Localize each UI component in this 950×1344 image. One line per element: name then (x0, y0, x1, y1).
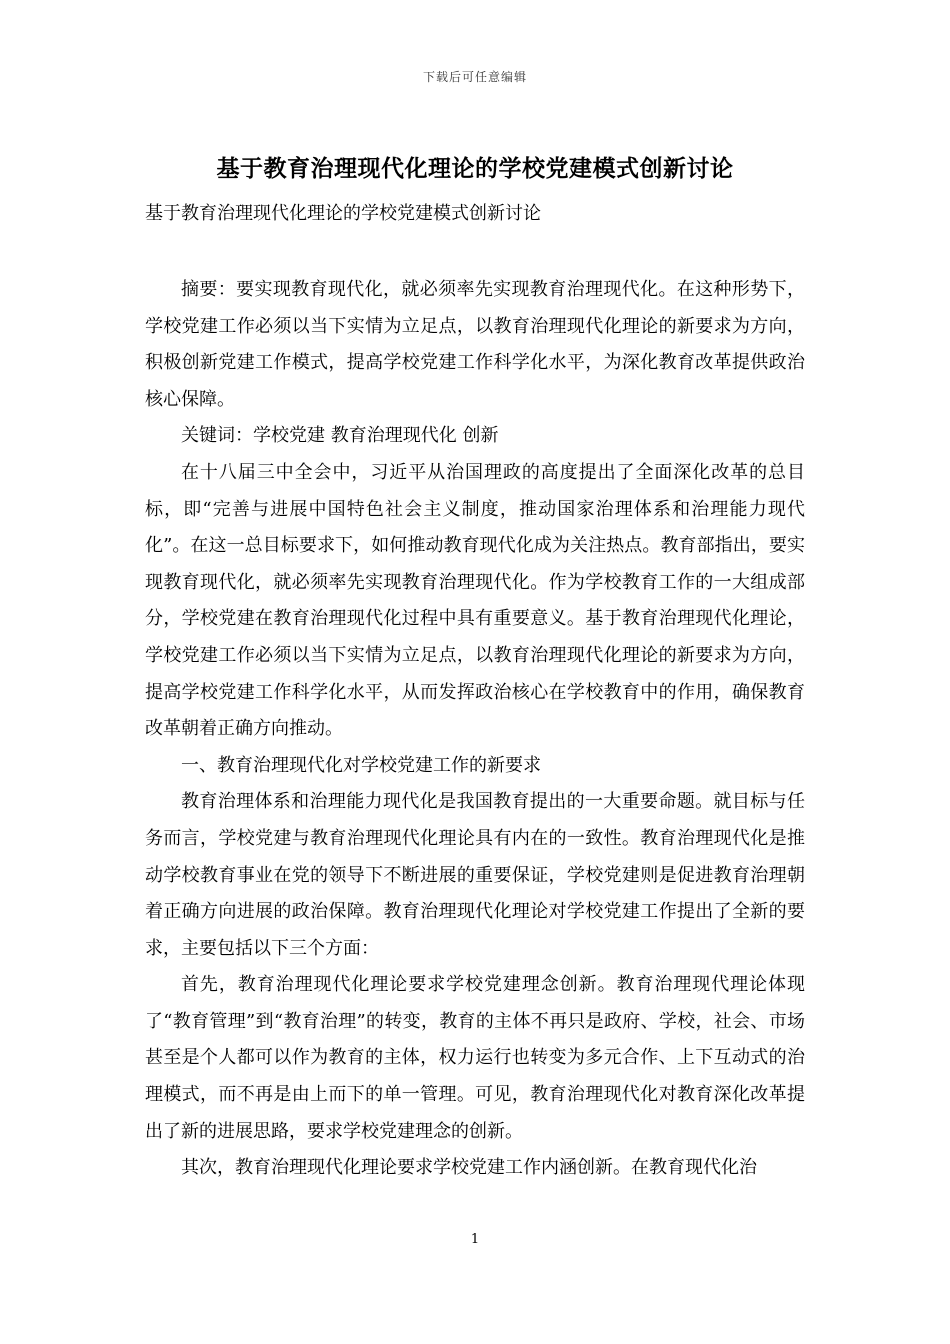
keywords-paragraph: 关键词：学校党建 教育治理现代化 创新 (181, 425, 499, 447)
page-number: 1 (470, 1232, 480, 1247)
body-paragraph: 其次，教育治理现代化理论要求学校党建工作内涵创新。在教育现代化治 (181, 1157, 757, 1179)
document-subtitle: 基于教育治理现代化理论的学校党建模式创新讨论 (145, 203, 541, 224)
section-heading: 一、教育治理现代化对学校党建工作的新要求 (181, 754, 541, 776)
body-paragraph: 首先，教育治理现代化理论要求学校党建理念创新。教育治理现代理论体现了“教育管理”到“教育治理”的转变，教育的主体不再只是政府、学校，社会、市场甚至是个人都可以作为教育的主体，权力运行也转变为多元合作、上下互动式的治理模式，而不再是由上而下的单一管理。可见，教育治理现代化对教育深化改革提出了新的进展思路，要求学校党建理念的创新。 (145, 974, 805, 1142)
body-paragraph: 在十八届三中全会中，习近平从治国理政的高度提出了全面深化改革的总目标，即“完善与进展中国特色社会主义制度，推动国家治理体系和治理能力现代化”。在这一总目标要求下，如何推动教育现代化成为关注热点。教育部指出，要实现教育现代化，就必须率先实现教育治理现代化。作为学校教育工作的一大组成部分，学校党建在教育治理现代化过程中具有重要意义。基于教育治理现代化理论，学校党建工作必须以当下实情为立足点，以教育治理现代化理论的新要求为方向，提高学校党建工作科学化水平，从而发挥政治核心在学校教育中的作用，确保教育改革朝着正确方向推动。 (145, 461, 805, 740)
abstract-paragraph: 摘要：要实现教育现代化，就必须率先实现教育治理现代化。在这种形势下，学校党建工作必须以当下实情为立足点，以教育治理现代化理论的新要求为方向，积极创新党建工作模式，提高学校党建工作科学化水平，为深化教育改革提供政治核心保障。 (145, 279, 805, 410)
header-note: 下载后可任意编辑 (422, 70, 527, 84)
body-paragraph: 教育治理体系和治理能力现代化是我国教育提出的一大重要命题。就目标与任务而言，学校党建与教育治理现代化理论具有内在的一致性。教育治理现代化是推动学校教育事业在党的领导下不断进展的重要保证，学校党建则是促进教育治理朝着正确方向进展的政治保障。教育治理现代化理论对学校党建工作提出了全新的要求，主要包括以下三个方面： (145, 791, 805, 959)
document-body (145, 272, 805, 1187)
document-title: 基于教育治理现代化理论的学校党建模式创新讨论 (216, 155, 734, 182)
